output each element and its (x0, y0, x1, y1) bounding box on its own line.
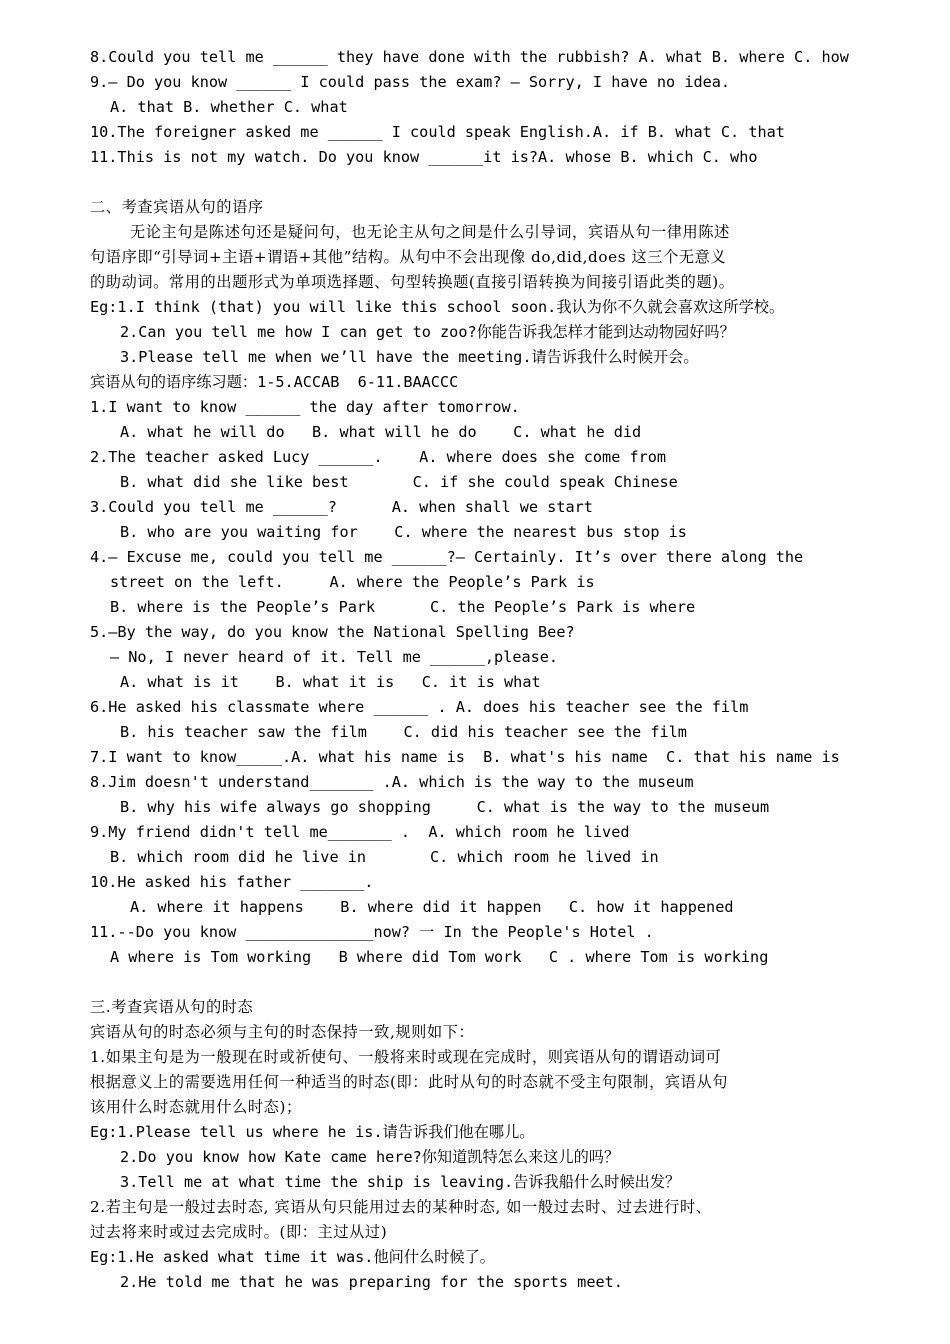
text-line: B. who are you waiting for C. where the nearest bus stop is (120, 523, 687, 541)
text-line: A. what he will do B. what will he do C. what he did (120, 423, 642, 441)
text-line: 无论主句是陈述句还是疑问句，也无论主从句之间是什么引导词，宾语从句一律用陈述 (130, 223, 730, 241)
text-line: 10.He asked his father _______. (90, 873, 374, 891)
text-line: street on the left. A. where the People’s Park is (110, 573, 595, 591)
text-line: 该用什么时态就用什么时态)； (90, 1098, 302, 1116)
text-line: 8.Could you tell me ______ they have done with the rubbish? A. what B. where C. how (90, 48, 849, 66)
text-line: 句语序即“引导词+主语+谓语+其他”结构。从句中不会出现像 do,did,does 这三个无意义 (90, 248, 727, 266)
text-line: 6.He asked his classmate where ______ . A. does his teacher see the film (90, 698, 749, 716)
text-line: 3.Please tell me when we’ll have the meeting.请告诉我什么时候开会。 (120, 348, 699, 366)
text-line: B. his teacher saw the film C. did his teacher see the film (120, 723, 687, 741)
text-line: 三.考查宾语从句的时态 (90, 998, 254, 1016)
text-line: 1.I want to know ______ the day after tomorrow. (90, 398, 520, 416)
text-line: 11.This is not my watch. Do you know ______it is?A. whose B. which C. who (90, 148, 758, 166)
text-line: B. why his wife always go shopping C. what is the way to the museum (120, 798, 770, 816)
text-line: 2.Can you tell me how I can get to zoo?你能告诉我怎样才能到达动物园好吗？ (120, 323, 735, 341)
text-line: Eg:1.He asked what time it was.他问什么时候了。 (90, 1248, 495, 1266)
text-line: B. which room did he live in C. which room he lived in (110, 848, 659, 866)
text-line: 根据意义上的需要选用任何一种适当的时态(即：此时从句的时态就不受主句限制，宾语从句 (90, 1073, 729, 1091)
text-line: 1.如果主句是为一般现在时或祈使句、一般将来时或现在完成时，则宾语从句的谓语动词可 (90, 1048, 722, 1066)
text-line: 3.Could you tell me ______? A. when shall we start (90, 498, 593, 516)
text-line: 11.--Do you know ______________now? 一 In the People's Hotel . (90, 923, 654, 941)
text-line: 宾语从句的语序练习题：1-5.ACCAB 6-11.BAACCC (90, 373, 459, 391)
text-line: B. where is the People’s Park C. the People’s Park is where (110, 598, 696, 616)
text-line: 9.— Do you know ______ I could pass the exam? — Sorry, I have no idea. (90, 73, 731, 91)
text-line: 9.My friend didn't tell me_______ . A. which room he lived (90, 823, 630, 841)
text-line: 的助动词。常用的出题形式为单项选择题、句型转换题(直接引语转换为间接引语此类的题)。 (90, 273, 735, 291)
text-line: 二、考查宾语从句的语序 (90, 198, 264, 216)
text-line: 3.Tell me at what time the ship is leaving.告诉我船什么时候出发？ (120, 1173, 681, 1191)
text-line: 10.The foreigner asked me ______ I could speak English.A. if B. what C. that (90, 123, 785, 141)
text-line: 2.He told me that he was preparing for the sports meet. (120, 1273, 623, 1291)
text-line: A. where it happens B. where did it happen C. how it happened (130, 898, 734, 916)
text-line: 8.Jim doesn't understand_______ .A. which is the way to the museum (90, 773, 694, 791)
text-line: 2.The teacher asked Lucy ______. A. where does she come from (90, 448, 667, 466)
text-line: — No, I never heard of it. Tell me ______,please. (110, 648, 559, 666)
text-line: A where is Tom working B where did Tom work C . where Tom is working (110, 948, 769, 966)
text-line: Eg:1.I think (that) you will like this school soon.我认为你不久就会喜欢这所学校。 (90, 298, 785, 316)
text-line: 4.— Excuse me, could you tell me ______?— Certainly. It’s over there along the (90, 548, 804, 566)
text-line: 过去将来时或过去完成时。(即：主过从过) (90, 1223, 388, 1241)
text-line: 2.Do you know how Kate came here?你知道凯特怎么来这儿的吗？ (120, 1148, 620, 1166)
text-line: 7.I want to know_____.A. what his name is B. what's his name C. that his name is (90, 748, 840, 766)
text-line: Eg:1.Please tell us where he is.请告诉我们他在哪儿。 (90, 1123, 535, 1141)
text-line: 宾语从句的时态必须与主句的时态保持一致,规则如下： (90, 1023, 475, 1041)
text-line: 2.若主句是一般过去时态, 宾语从句只能用过去的某种时态, 如一般过去时、过去进行时、 (90, 1198, 712, 1216)
text-line: A. that B. whether C. what (110, 98, 348, 116)
text-line: 5.—By the way, do you know the National Spelling Bee? (90, 623, 575, 641)
text-line: A. what is it B. what it is C. it is what (120, 673, 541, 691)
text-line: B. what did she like best C. if she could speak Chinese (120, 473, 678, 491)
